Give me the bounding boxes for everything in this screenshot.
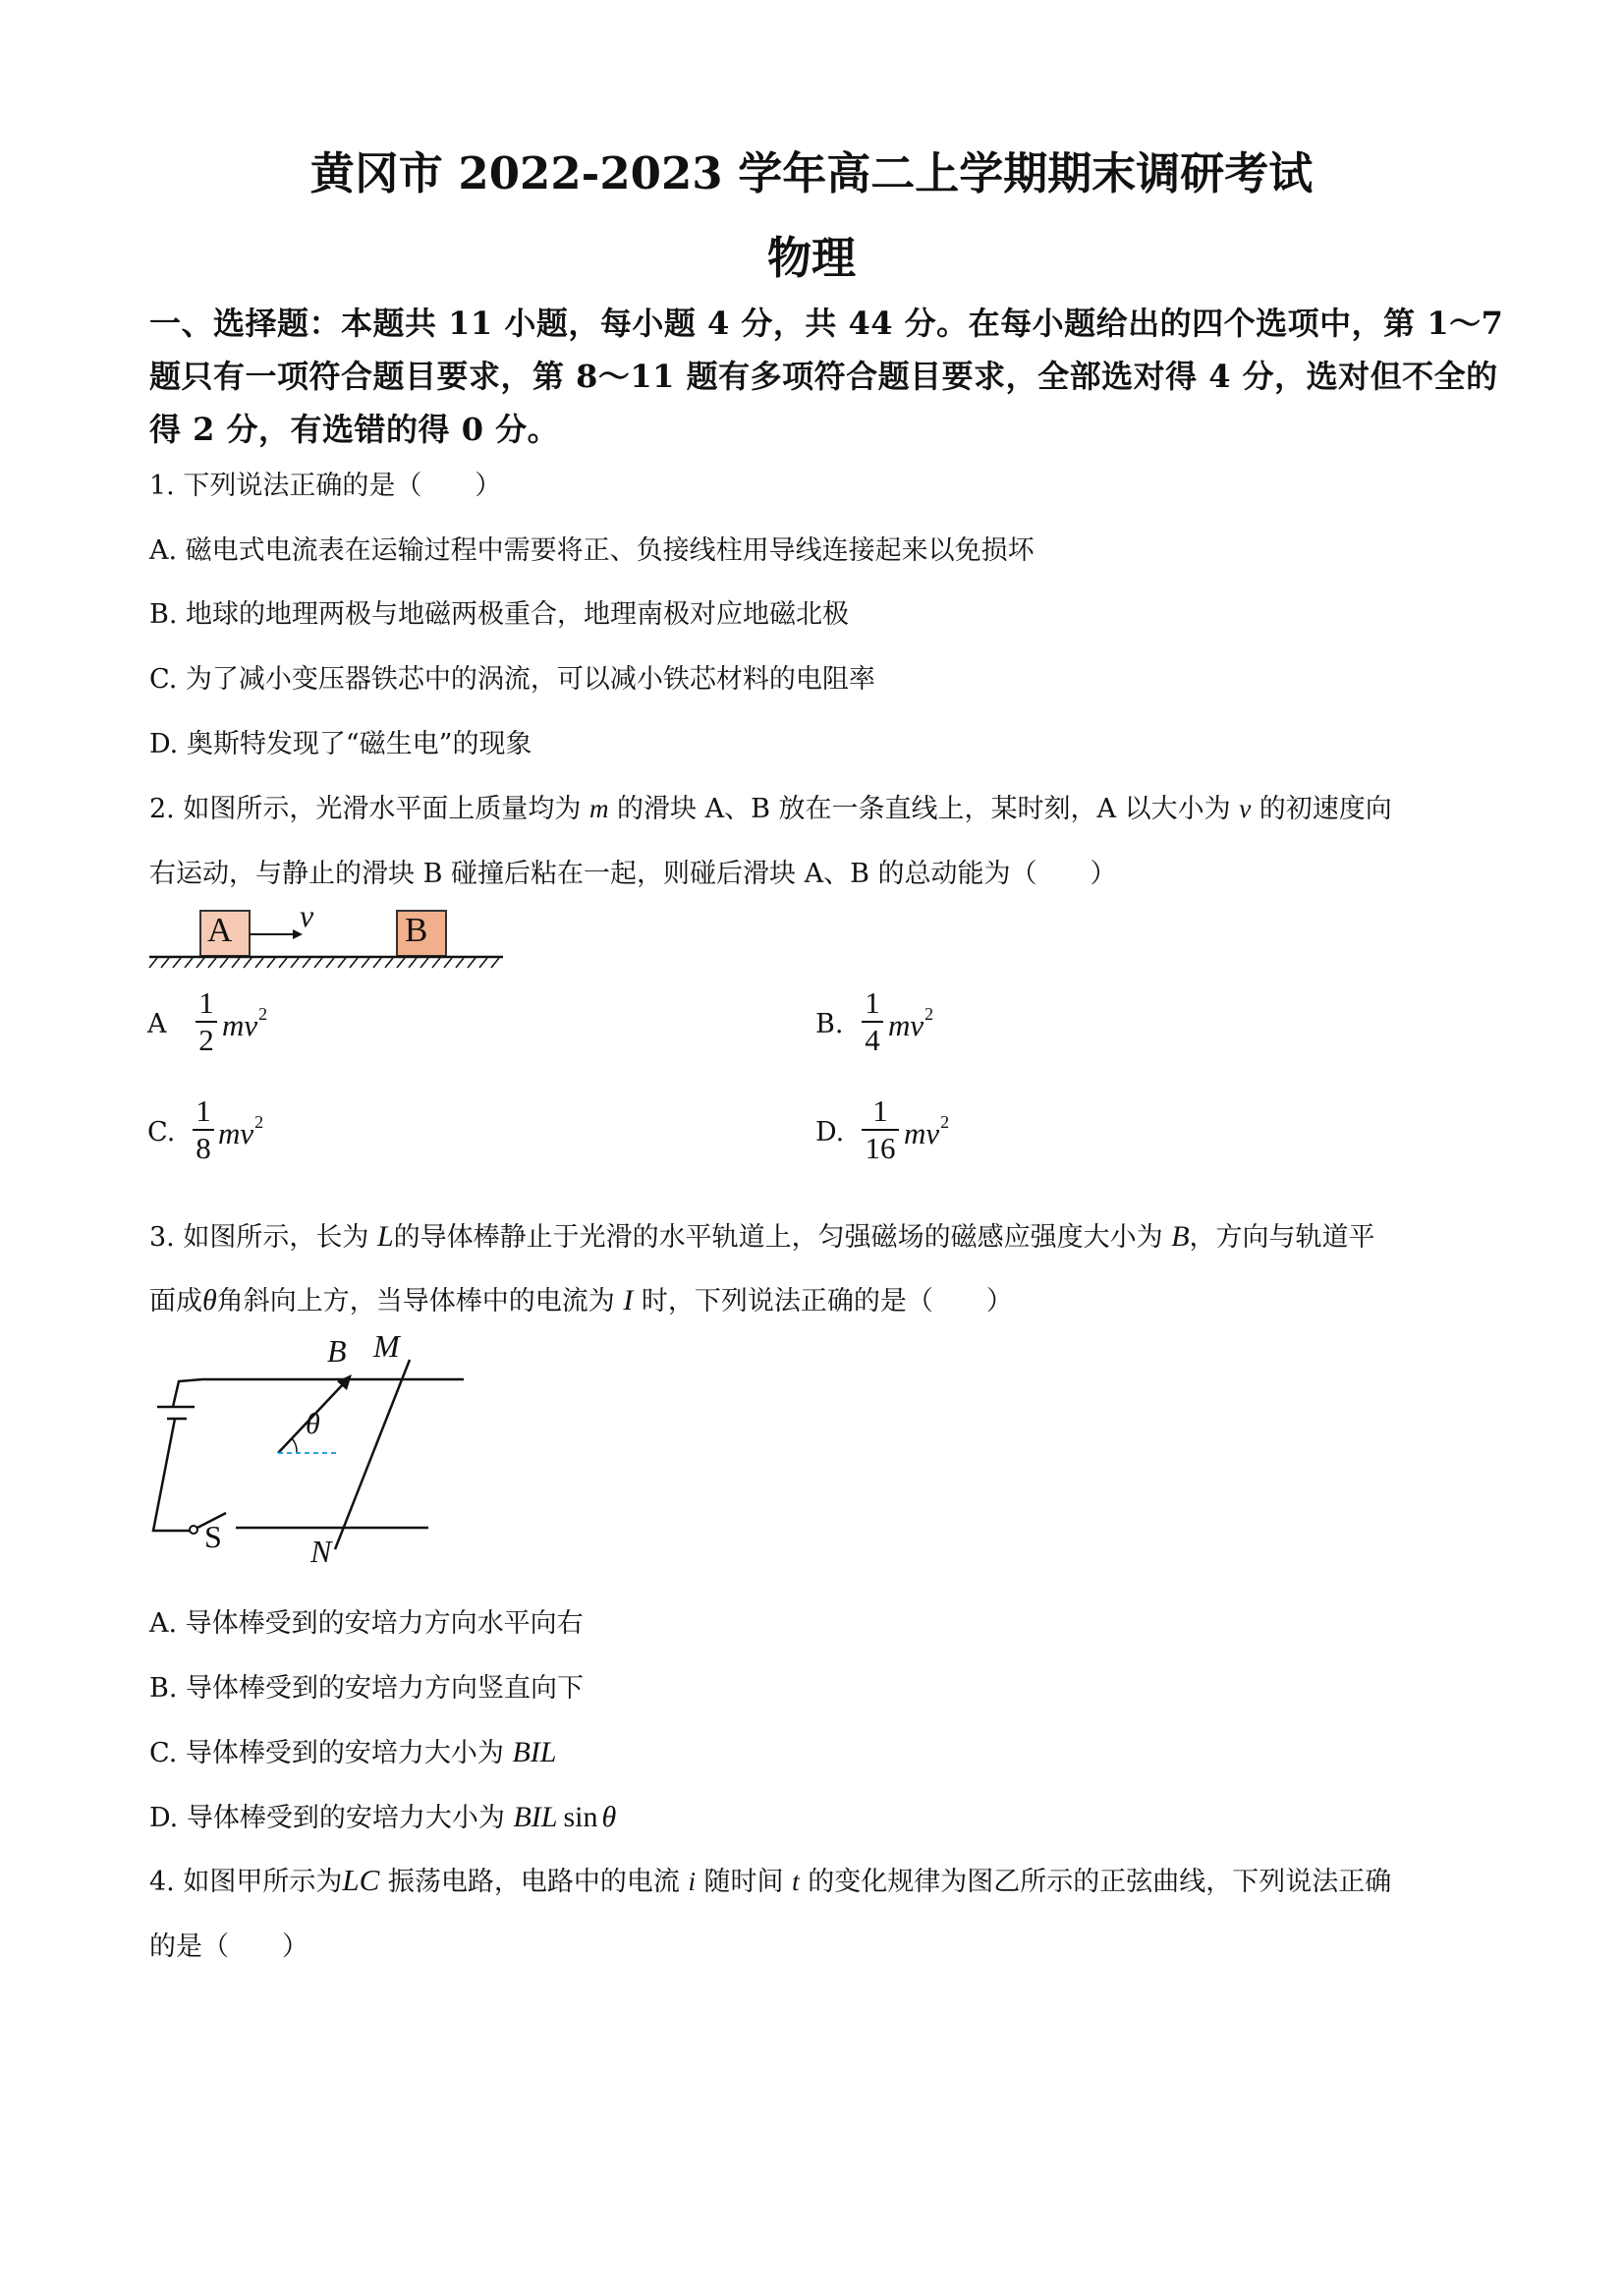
q2-stem-line-1: 2. 如图所示，光滑水平面上质量均为 m 的滑块 A、B 放在一条直线上，某时刻，A 以大小为 v 的初速度向 — [149, 794, 1392, 824]
q2-option-b-fraction: 1 4 — [859, 985, 886, 1058]
q3-option-c-expr: BIL — [512, 1736, 557, 1768]
q3-option-b: B. 导体棒受到的安培力方向竖直向下 — [149, 1673, 585, 1704]
q1-option-c: C. 为了减小变压器铁芯中的涡流，可以减小铁芯材料的电阻率 — [149, 664, 875, 695]
q3-var-theta: θ — [202, 1284, 217, 1316]
q2-option-b-expr: $mv^2$ — [888, 1004, 934, 1042]
q3-stem-line-1: 3. 如图所示，长为 L的导体棒静止于光滑的水平轨道上，匀强磁场的磁感应强度大小为 B，方向与轨道平 — [149, 1220, 1375, 1253]
section-instruction-line-1: 一、选择题：本题共 11 小题，每小题 4 分，共 44 分。在每小题给出的四个选项中，第 1～7 — [149, 305, 1504, 342]
switch-label-s: S — [204, 1519, 222, 1554]
section-instruction-line-2: 题只有一项符合题目要求，第 8～11 题有多项符合题目要求，全部选对得 4 分，选对但不全的 — [149, 358, 1498, 395]
q3-var-B: B — [1171, 1220, 1190, 1253]
q1-stem: 1. 下列说法正确的是（ ） — [149, 471, 502, 501]
q4-var-t: t — [792, 1867, 800, 1896]
rod-end-label-n: N — [310, 1534, 332, 1569]
q2-option-a-fraction: 1 2 — [193, 985, 220, 1058]
q2-option-c-label: C. — [147, 1117, 176, 1148]
theta-arc — [292, 1438, 297, 1452]
exam-title: 黄冈市 2022-2023 学年高二上学期期末调研考试 — [309, 147, 1314, 199]
field-label-b: B — [327, 1333, 347, 1369]
q2-option-d-expr: $mv^2$ — [904, 1112, 950, 1150]
q1-option-d: D. 奥斯特发现了“磁生电”的现象 — [149, 729, 532, 759]
q1-option-b: B. 地球的地理两极与地磁两极重合，地理南极对应地磁北极 — [149, 599, 850, 630]
left-wire — [173, 1379, 202, 1407]
left-wire-lower — [153, 1419, 192, 1531]
q2-stem-line-2: 右运动，与静止的滑块 B 碰撞后粘在一起，则碰后滑块 A、B 的总动能为（ ） — [149, 859, 1117, 889]
q2-option-a-label: A — [147, 1009, 167, 1039]
q3-option-d-expr: BIL — [513, 1801, 558, 1833]
q3-var-L: L — [376, 1220, 394, 1253]
q3-var-I: I — [623, 1284, 634, 1316]
ground-hatching — [149, 958, 499, 968]
q3-stem-line-2: 面成θ角斜向上方，当导体棒中的电流为 I 时，下列说法正确的是（ ） — [149, 1284, 1013, 1316]
q2-option-d-label: D. — [815, 1117, 845, 1148]
angle-label-theta: θ — [306, 1408, 320, 1440]
q2-option-b-label: B. — [815, 1009, 844, 1039]
q4-stem-line-2: 的是（ ） — [149, 1932, 308, 1962]
velocity-label: v — [300, 898, 314, 933]
section-instruction-line-3: 得 2 分，有选错的得 0 分。 — [149, 411, 560, 448]
subject-title: 物理 — [766, 232, 856, 284]
block-b-label: B — [405, 911, 428, 949]
q2-figure-blocks — [138, 899, 521, 978]
q4-var-LC: LC — [342, 1863, 380, 1897]
block-a-label: A — [207, 911, 233, 949]
q4-stem-line-1: 4. 如图甲所示为LC 振荡电路，电路中的电流 i 随时间 t 的变化规律为图乙所示的正弦曲线，下列说法正确 — [149, 1863, 1392, 1897]
q1-option-a: A. 磁电式电流表在运输过程中需要将正、负接线柱用导线连接起来以免损坏 — [149, 535, 1035, 566]
switch-contact — [190, 1526, 197, 1534]
q3-option-a: A. 导体棒受到的安培力方向水平向右 — [149, 1608, 584, 1639]
q2-option-c-expr: $mv^2$ — [218, 1112, 264, 1150]
q2-option-a-expr: $mv^2$ — [222, 1004, 268, 1042]
rod-end-label-m: M — [373, 1328, 400, 1364]
q2-option-d-fraction: 1 16 — [859, 1093, 902, 1166]
q2-option-c-fraction: 1 8 — [190, 1093, 217, 1166]
q3-option-c: C. 导体棒受到的安培力大小为 BIL — [149, 1736, 557, 1768]
q4-var-i: i — [688, 1867, 696, 1896]
q2-var-v: v — [1239, 794, 1252, 823]
q3-option-d: D. 导体棒受到的安培力大小为 BIL sin θ — [149, 1801, 617, 1833]
q2-var-m: m — [588, 794, 609, 823]
